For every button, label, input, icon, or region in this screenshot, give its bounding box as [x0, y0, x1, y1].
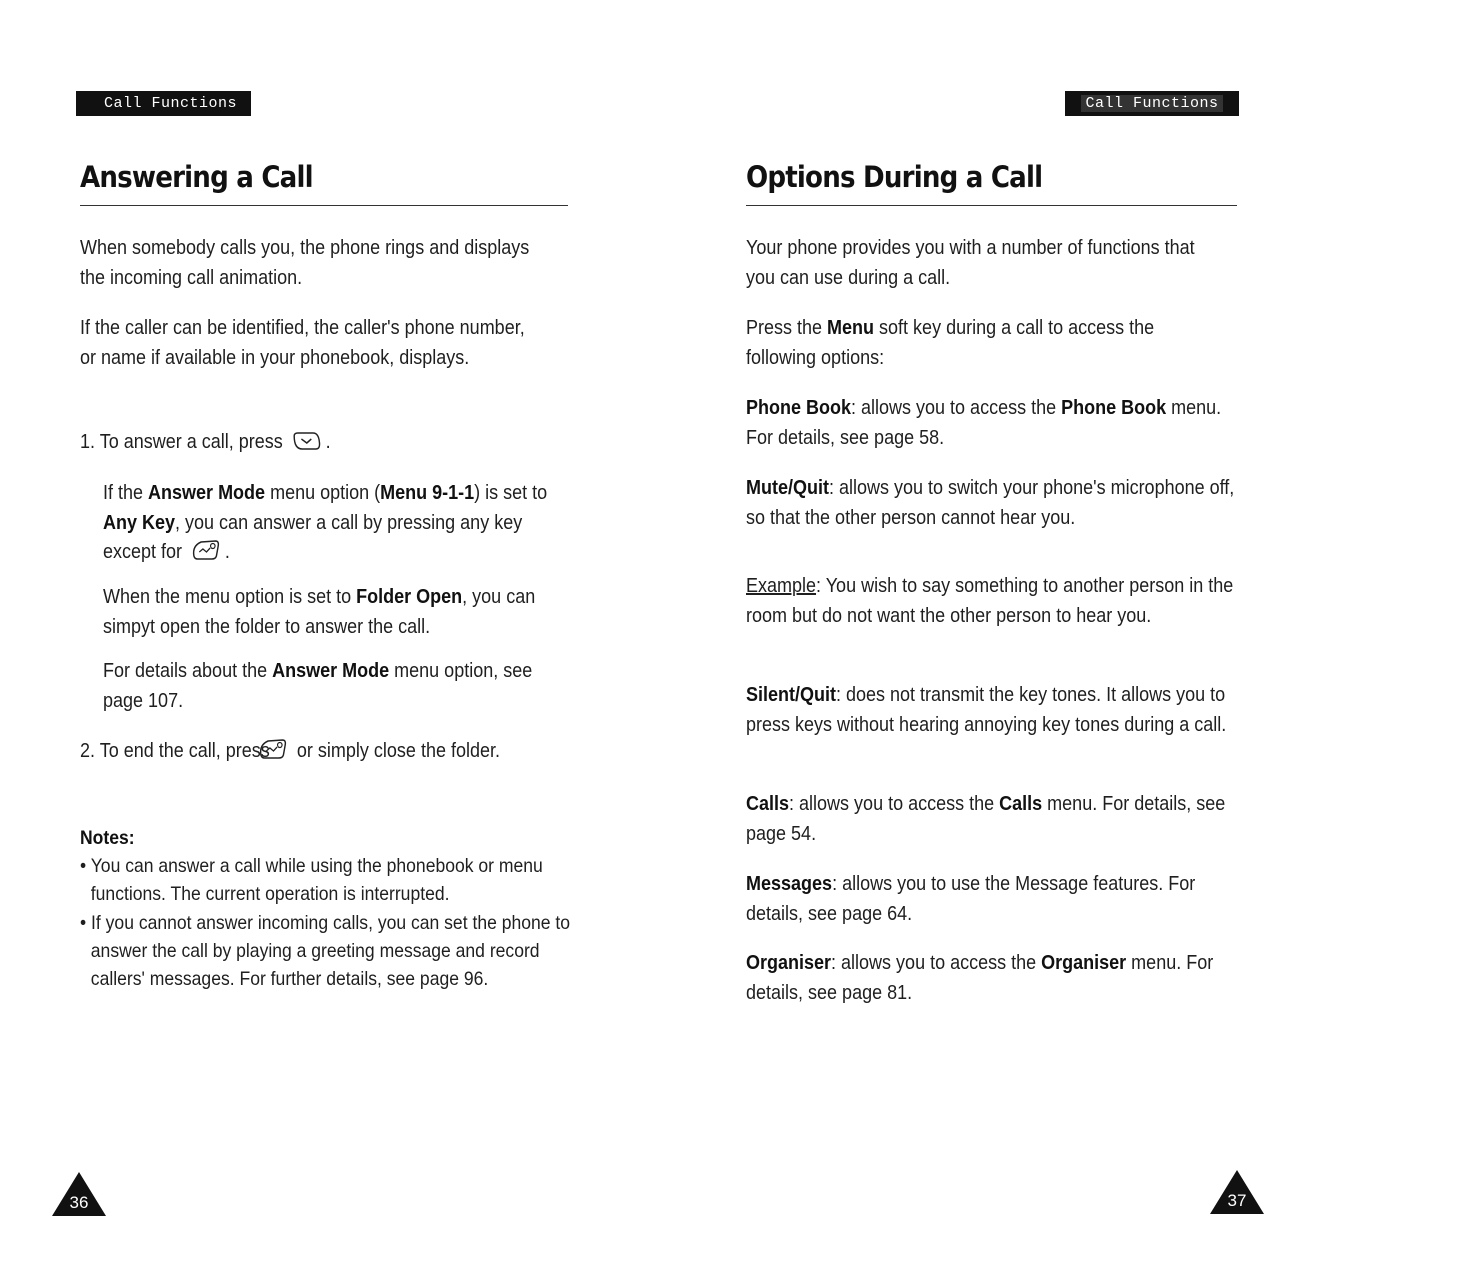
step-number: 2.	[80, 740, 96, 762]
option-organiser: Organiser: allows you to access the Organiser menu. For details, see page 81.	[746, 952, 1214, 1004]
example-paragraph: Example: You wish to say something to another person in the room but do not want the other person to hear you.	[746, 575, 1234, 627]
section-tab-left	[76, 91, 251, 116]
step-1-answer-mode: If the Answer Mode menu option (Menu 9-1-1) is set to Any Key, you can answer a call by pressing any key except for .	[103, 479, 562, 572]
option-mute-quit: Mute/Quit: allows you to switch your phone's microphone off, so that the other person cannot hear you.	[746, 477, 1235, 529]
section-tab-right	[1065, 91, 1239, 116]
page-title-right: Options During a Call	[746, 160, 1043, 194]
option-calls: Calls: allows you to access the Calls menu. For details, see page 54.	[746, 793, 1226, 845]
paragraph-intro: Your phone provides you with a number of functions that you can use during a call.	[746, 237, 1195, 289]
step-1: 1. To answer a call, press .	[80, 428, 548, 462]
note-item: • If you cannot answer incoming calls, you can set the phone to answer the call by playing a greeting message and record callers' messages. For further details, see page 96.	[80, 912, 571, 990]
page-number-marker-left	[50, 1170, 108, 1218]
step-1-details: For details about the Answer Mode menu option, see page 107.	[103, 660, 533, 712]
end-key-icon	[191, 538, 222, 572]
step-text: To answer a call, press	[99, 431, 283, 453]
page-number: 36	[69, 1193, 89, 1212]
note-item: • You can answer a call while using the phonebook or menu functions. The current operation is interrupted.	[80, 855, 543, 905]
step-2: 2. To end the call, press or simply close the folder.	[80, 737, 560, 771]
section-tab-label: Call Functions	[104, 95, 238, 112]
notes-heading: Notes:	[80, 827, 135, 849]
option-phone-book: Phone Book: allows you to access the Phone Book menu. For details, see page 58.	[746, 397, 1222, 449]
page-title-left: Answering a Call	[80, 160, 313, 194]
right-page	[740, 0, 1480, 1275]
example-label: Example	[746, 575, 817, 597]
step-number: 1.	[80, 431, 96, 453]
end-key-icon	[278, 737, 288, 771]
option-silent-quit: Silent/Quit: does not transmit the key tones. It allows you to press keys without hearing annoying key tones during a call.	[746, 684, 1227, 736]
option-messages: Messages: allows you to use the Message features. For details, see page 64.	[746, 873, 1196, 925]
send-key-icon	[291, 430, 322, 462]
paragraph-caller-id: If the caller can be identified, the caller's phone number, or name if available in your phonebook, displays.	[80, 317, 525, 369]
paragraph-menu: Press the Menu soft key during a call to access the following options:	[746, 317, 1155, 369]
title-rule-left	[80, 205, 568, 206]
page-number: 37	[1227, 1191, 1247, 1210]
section-tab-label: Call Functions	[1081, 95, 1222, 112]
title-rule-right	[746, 205, 1237, 206]
page-number-marker-right	[1208, 1168, 1266, 1216]
paragraph-intro: When somebody calls you, the phone rings and displays the incoming call animation.	[80, 237, 530, 289]
step-1-folder-open: When the menu option is set to Folder Open, you can simpyt open the folder to answer the call.	[103, 586, 536, 638]
